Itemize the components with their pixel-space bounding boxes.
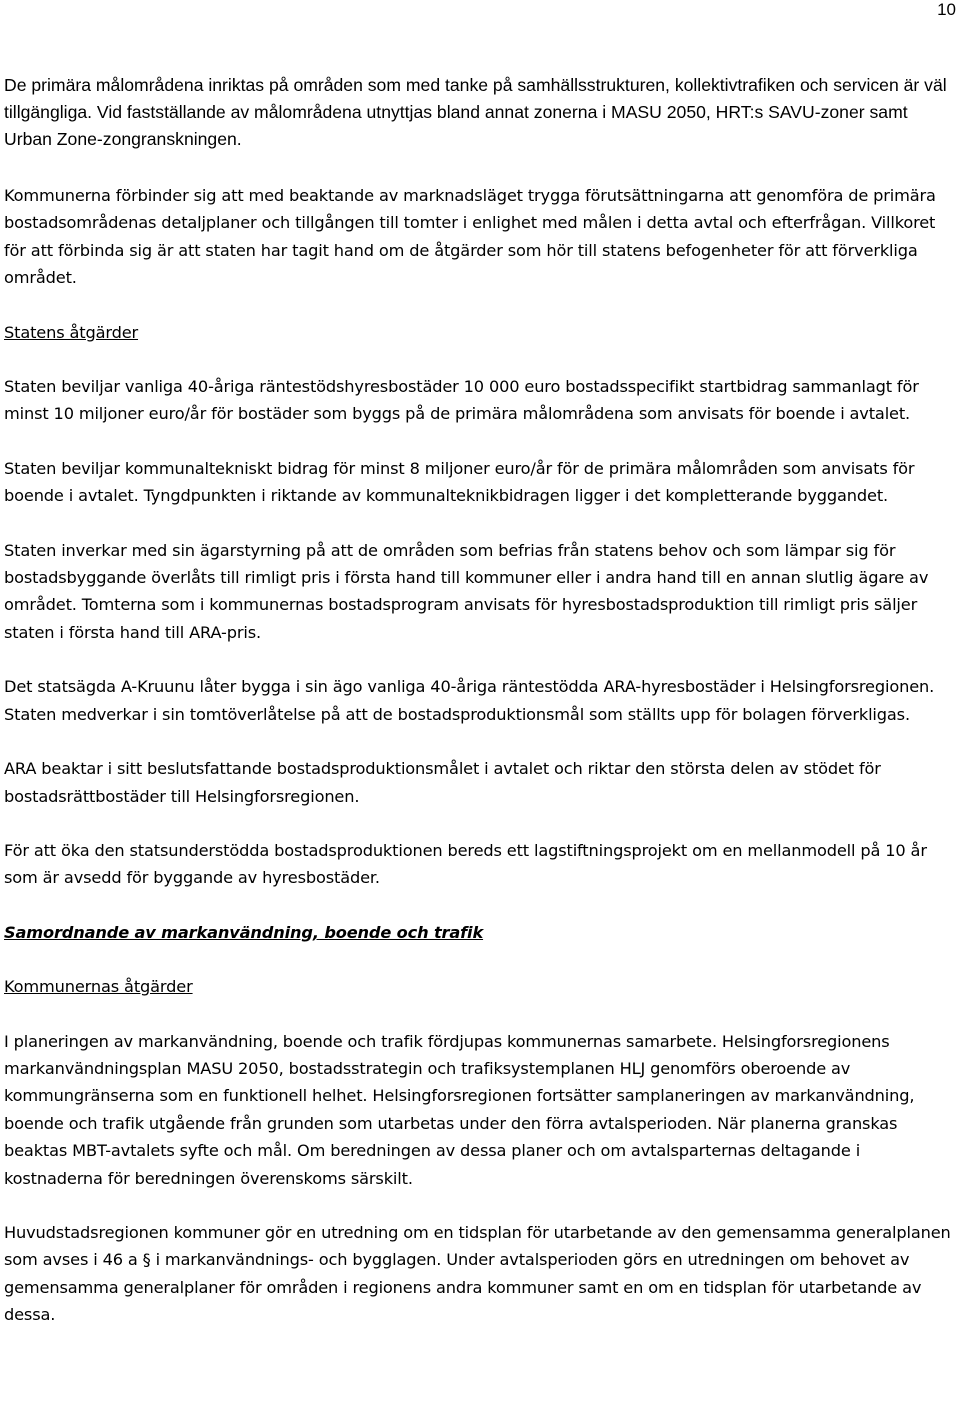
paragraph-start-grant: Staten beviljar vanliga 40-åriga räntestödshyresbostäder 10 000 euro bostadsspecifikt startbidrag sammanlagt för minst 10 miljoner euro/år för bostäder som byggs på de primära målområdena som anvisats för boende i avtalet.	[4, 377, 919, 424]
page-number: 10	[937, 0, 956, 19]
document-body	[4, 72, 954, 1329]
paragraph-municipal-commitment: Kommunerna förbinder sig att med beaktande av marknadsläget trygga förutsättningarna att genomföra de primära bostadsområdenas detaljplaner och tillgången till tomter i enlighet med målen i detta avtal och efterfrågan. Villkoret för att förbinda sig är att staten har tagit hand om de åtgärder som hör till statens befogenheter för att förverkliga området.	[4, 186, 936, 288]
paragraph-intermediate-model: För att öka den statsunderstödda bostadsproduktionen bereds ett lagstiftningsprojekt om en mellanmodell på 10 år som är avsedd för byggande av hyresbostäder.	[4, 840, 927, 888]
heading-state-measures: Statens åtgärder	[4, 322, 139, 342]
paragraph-municipal-engineering-grant: Staten beviljar kommunaltekniskt bidrag för minst 8 miljoner euro/år för de primära målområden som anvisats för boende i avtalet. Tyngdpunkten i riktande av kommunalteknikbidragen ligger i det kompletterande byggandet.	[4, 458, 915, 506]
paragraph-state-land-ownership: Staten inverkar med sin ägarstyrning på att de områden som befrias från statens behov och som lämpar sig för bostadsbyggande överlåts till rimligt pris i första hand till kommuner eller i andra hand till en annan slutlig ägare av området. Tomterna som i kommunernas bostadsprogram anvisats för hyresbostadsproduktion till rimligt pris säljer staten i första hand till ARA-pris.	[4, 540, 929, 642]
section-heading-coordination: Samordnande av markanvändning, boende och trafik	[4, 922, 484, 942]
paragraph-general-plan: Huvudstadsregionen kommuner gör en utredning om en tidsplan för utarbetande av den gemensamma generalplanen som avses i 46 a § i markanvändnings- och bygglagen. Under avtalsperioden görs en utredningen om behovet av gemensamma generalplaner för områden i regionens andra kommuner samt en om en tidsplan för utarbetande av dessa.	[4, 1222, 951, 1325]
heading-municipal-measures: Kommunernas åtgärder	[4, 977, 193, 997]
paragraph-a-kruunu: Det statsägda A-Kruunu låter bygga i sin ägo vanliga 40-åriga räntestödda ARA-hyresbostäder i Helsingforsregionen. Staten medverkar i sin tomtöverlåtelse på att de bostadsproduktionsmål som ställts upp för bolagen förverkligas.	[4, 677, 935, 724]
paragraph-ara: ARA beaktar i sitt beslutsfattande bostadsproduktionsmålet i avtalet och riktar den största delen av stödet för bostadsrättbostäder till Helsingforsregionen.	[4, 759, 881, 806]
paragraph-primary-target-areas: De primära målområdena inriktas på områden som med tanke på samhällsstrukturen, kollektivtrafiken och servicen är väl tillgängliga. Vid fastställande av målområdena utnyttjas bland annat zonerna i MASU 2050, HRT:s SAVU-zoner samt Urban Zone-zongranskningen.	[4, 75, 947, 149]
paragraph-planning-cooperation: I planeringen av markanvändning, boende och trafik fördjupas kommunernas samarbete. Helsingforsregionens markanvändningsplan MASU 2050, bostadsstrategin och trafiksystemplanen HLJ genomförs oberoende av kommungränserna som en funktionell helhet. Helsingforsregionen fortsätter samplaneringen av markanvändning, boende och trafik utgående från grunden som utarbetas under den förra avtalsperioden. När planerna granskas beaktas MBT-avtalets syfte och mål. Om beredningen av dessa planer och om avtalsparternas deltagande i kostnaderna för beredningen överenskoms särskilt.	[4, 1031, 915, 1188]
